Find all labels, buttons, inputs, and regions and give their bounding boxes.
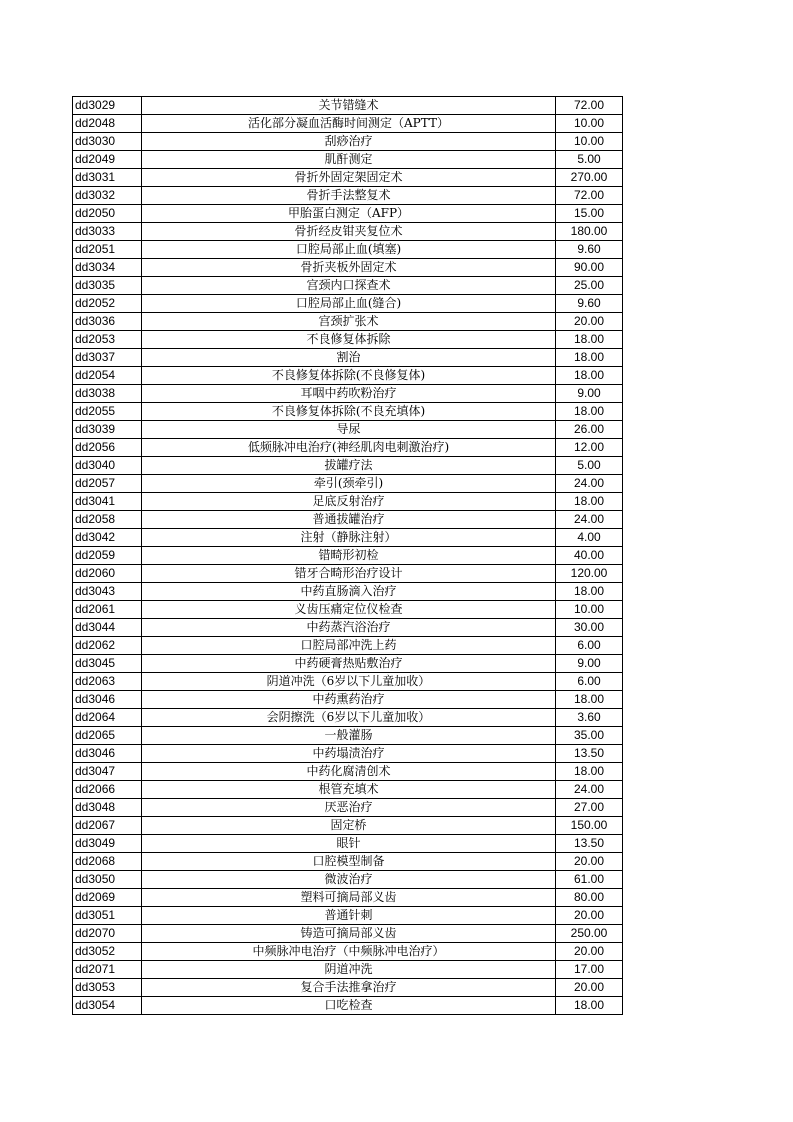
item-name-cell: 牵引(颈牵引) <box>142 475 556 493</box>
table-row <box>73 997 623 1015</box>
item-code-cell: dd3051 <box>73 907 142 925</box>
item-name-cell: 根管充填术 <box>142 781 556 799</box>
item-name-cell: 耳咽中药吹粉治疗 <box>142 385 556 403</box>
item-price-cell: 18.00 <box>556 691 623 709</box>
item-code-cell: dd3052 <box>73 943 142 961</box>
item-price-cell: 150.00 <box>556 817 623 835</box>
item-code-cell: dd3053 <box>73 979 142 997</box>
item-name-cell: 中药硬膏热贴敷治疗 <box>142 655 556 673</box>
item-price-cell: 18.00 <box>556 367 623 385</box>
table-row <box>73 421 623 439</box>
item-code-cell: dd3037 <box>73 349 142 367</box>
item-code-cell: dd2062 <box>73 637 142 655</box>
item-price-cell: 72.00 <box>556 97 623 115</box>
item-name-cell: 不良修复体拆除(不良修复体) <box>142 367 556 385</box>
item-price-cell: 5.00 <box>556 151 623 169</box>
item-price-cell: 4.00 <box>556 529 623 547</box>
item-price-cell: 30.00 <box>556 619 623 637</box>
item-code-cell: dd2059 <box>73 547 142 565</box>
item-code-cell: dd3043 <box>73 583 142 601</box>
item-name-cell: 骨折手法整复术 <box>142 187 556 205</box>
item-price-cell: 6.00 <box>556 637 623 655</box>
item-name-cell: 中药熏药治疗 <box>142 691 556 709</box>
item-price-cell: 18.00 <box>556 349 623 367</box>
item-price-cell: 15.00 <box>556 205 623 223</box>
table-row <box>73 943 623 961</box>
item-code-cell: dd2058 <box>73 511 142 529</box>
item-code-cell: dd2068 <box>73 853 142 871</box>
table-row <box>73 493 623 511</box>
item-name-cell: 导尿 <box>142 421 556 439</box>
item-code-cell: dd3048 <box>73 799 142 817</box>
table-row <box>73 889 623 907</box>
table-row <box>73 295 623 313</box>
item-code-cell: dd2061 <box>73 601 142 619</box>
item-code-cell: dd2053 <box>73 331 142 349</box>
item-code-cell: dd3046 <box>73 691 142 709</box>
item-price-cell: 40.00 <box>556 547 623 565</box>
item-price-cell: 18.00 <box>556 997 623 1015</box>
item-name-cell: 骨折外固定架固定术 <box>142 169 556 187</box>
price-table-body <box>73 97 623 1015</box>
item-code-cell: dd2064 <box>73 709 142 727</box>
item-code-cell: dd3034 <box>73 259 142 277</box>
table-row <box>73 925 623 943</box>
item-name-cell: 阴道冲洗（6岁以下儿童加收） <box>142 673 556 691</box>
item-code-cell: dd3040 <box>73 457 142 475</box>
item-price-cell: 18.00 <box>556 403 623 421</box>
item-price-cell: 24.00 <box>556 475 623 493</box>
item-price-cell: 24.00 <box>556 781 623 799</box>
table-row <box>73 691 623 709</box>
table-row <box>73 709 623 727</box>
table-row <box>73 763 623 781</box>
item-code-cell: dd2063 <box>73 673 142 691</box>
table-row <box>73 169 623 187</box>
table-row <box>73 259 623 277</box>
item-price-cell: 5.00 <box>556 457 623 475</box>
item-price-cell: 61.00 <box>556 871 623 889</box>
item-code-cell: dd2056 <box>73 439 142 457</box>
item-code-cell: dd3041 <box>73 493 142 511</box>
item-price-cell: 20.00 <box>556 853 623 871</box>
item-code-cell: dd3036 <box>73 313 142 331</box>
item-name-cell: 骨折夹板外固定术 <box>142 259 556 277</box>
item-name-cell: 口吃检查 <box>142 997 556 1015</box>
item-name-cell: 普通针刺 <box>142 907 556 925</box>
table-row <box>73 223 623 241</box>
table-row <box>73 457 623 475</box>
item-name-cell: 足底反射治疗 <box>142 493 556 511</box>
item-price-cell: 90.00 <box>556 259 623 277</box>
item-price-cell: 26.00 <box>556 421 623 439</box>
item-price-cell: 250.00 <box>556 925 623 943</box>
table-row <box>73 97 623 115</box>
item-name-cell: 刮痧治疗 <box>142 133 556 151</box>
item-name-cell: 中药直肠滴入治疗 <box>142 583 556 601</box>
item-price-cell: 9.00 <box>556 385 623 403</box>
item-code-cell: dd3031 <box>73 169 142 187</box>
item-code-cell: dd3038 <box>73 385 142 403</box>
item-code-cell: dd2065 <box>73 727 142 745</box>
item-price-cell: 13.50 <box>556 835 623 853</box>
item-name-cell: 甲胎蛋白测定（AFP） <box>142 205 556 223</box>
item-price-cell: 20.00 <box>556 979 623 997</box>
item-code-cell: dd3047 <box>73 763 142 781</box>
item-code-cell: dd3042 <box>73 529 142 547</box>
item-code-cell: dd3039 <box>73 421 142 439</box>
item-code-cell: dd2070 <box>73 925 142 943</box>
table-row <box>73 727 623 745</box>
item-name-cell: 阴道冲洗 <box>142 961 556 979</box>
table-row <box>73 385 623 403</box>
table-row <box>73 979 623 997</box>
table-row <box>73 331 623 349</box>
item-code-cell: dd3049 <box>73 835 142 853</box>
item-code-cell: dd2071 <box>73 961 142 979</box>
item-price-cell: 18.00 <box>556 331 623 349</box>
item-price-cell: 20.00 <box>556 943 623 961</box>
item-name-cell: 复合手法推拿治疗 <box>142 979 556 997</box>
item-code-cell: dd2054 <box>73 367 142 385</box>
item-name-cell: 口腔局部止血(缝合) <box>142 295 556 313</box>
item-price-cell: 80.00 <box>556 889 623 907</box>
item-name-cell: 微波治疗 <box>142 871 556 889</box>
table-row <box>73 745 623 763</box>
item-name-cell: 眼针 <box>142 835 556 853</box>
item-price-cell: 10.00 <box>556 601 623 619</box>
table-row <box>73 817 623 835</box>
item-price-cell: 35.00 <box>556 727 623 745</box>
table-row <box>73 367 623 385</box>
item-price-cell: 180.00 <box>556 223 623 241</box>
item-code-cell: dd3029 <box>73 97 142 115</box>
item-name-cell: 关节错缝术 <box>142 97 556 115</box>
price-table <box>72 96 623 1015</box>
item-name-cell: 厌恶治疗 <box>142 799 556 817</box>
item-price-cell: 27.00 <box>556 799 623 817</box>
item-price-cell: 72.00 <box>556 187 623 205</box>
item-code-cell: dd2069 <box>73 889 142 907</box>
item-code-cell: dd2049 <box>73 151 142 169</box>
item-price-cell: 18.00 <box>556 493 623 511</box>
item-price-cell: 12.00 <box>556 439 623 457</box>
table-row <box>73 781 623 799</box>
item-price-cell: 25.00 <box>556 277 623 295</box>
item-code-cell: dd3050 <box>73 871 142 889</box>
item-price-cell: 24.00 <box>556 511 623 529</box>
item-name-cell: 骨折经皮钳夹复位术 <box>142 223 556 241</box>
item-code-cell: dd2060 <box>73 565 142 583</box>
item-name-cell: 错畸形初检 <box>142 547 556 565</box>
item-price-cell: 9.00 <box>556 655 623 673</box>
item-name-cell: 不良修复体拆除(不良充填体) <box>142 403 556 421</box>
item-price-cell: 3.60 <box>556 709 623 727</box>
table-row <box>73 547 623 565</box>
table-row <box>73 907 623 925</box>
table-row <box>73 313 623 331</box>
table-row <box>73 187 623 205</box>
table-row <box>73 115 623 133</box>
item-code-cell: dd3032 <box>73 187 142 205</box>
table-row <box>73 151 623 169</box>
item-price-cell: 120.00 <box>556 565 623 583</box>
item-name-cell: 低频脉冲电治疗(神经肌肉电刺激治疗) <box>142 439 556 457</box>
table-row <box>73 601 623 619</box>
item-price-cell: 270.00 <box>556 169 623 187</box>
item-price-cell: 18.00 <box>556 763 623 781</box>
table-row <box>73 439 623 457</box>
table-row <box>73 529 623 547</box>
table-row <box>73 403 623 421</box>
item-price-cell: 10.00 <box>556 115 623 133</box>
item-name-cell: 中药塌渍治疗 <box>142 745 556 763</box>
item-name-cell: 义齿压痛定位仪检查 <box>142 601 556 619</box>
table-row <box>73 799 623 817</box>
item-code-cell: dd2052 <box>73 295 142 313</box>
table-row <box>73 205 623 223</box>
table-row <box>73 277 623 295</box>
item-name-cell: 注射（静脉注射） <box>142 529 556 547</box>
item-price-cell: 18.00 <box>556 583 623 601</box>
table-row <box>73 835 623 853</box>
item-code-cell: dd2055 <box>73 403 142 421</box>
table-row <box>73 619 623 637</box>
item-code-cell: dd2048 <box>73 115 142 133</box>
item-name-cell: 中频脉冲电治疗（中频脉冲电治疗） <box>142 943 556 961</box>
item-name-cell: 宫颈内口探查术 <box>142 277 556 295</box>
table-row <box>73 871 623 889</box>
item-name-cell: 口腔局部止血(填塞) <box>142 241 556 259</box>
table-row <box>73 853 623 871</box>
table-row <box>73 961 623 979</box>
item-code-cell: dd3030 <box>73 133 142 151</box>
item-code-cell: dd2066 <box>73 781 142 799</box>
item-name-cell: 固定桥 <box>142 817 556 835</box>
item-name-cell: 宫颈扩张术 <box>142 313 556 331</box>
item-code-cell: dd3033 <box>73 223 142 241</box>
item-name-cell: 口腔局部冲洗上药 <box>142 637 556 655</box>
item-price-cell: 9.60 <box>556 295 623 313</box>
item-code-cell: dd3045 <box>73 655 142 673</box>
table-row <box>73 565 623 583</box>
item-name-cell: 割治 <box>142 349 556 367</box>
item-name-cell: 塑料可摘局部义齿 <box>142 889 556 907</box>
item-code-cell: dd2050 <box>73 205 142 223</box>
item-name-cell: 铸造可摘局部义齿 <box>142 925 556 943</box>
table-row <box>73 637 623 655</box>
item-price-cell: 17.00 <box>556 961 623 979</box>
item-code-cell: dd3044 <box>73 619 142 637</box>
item-name-cell: 普通拔罐治疗 <box>142 511 556 529</box>
item-name-cell: 活化部分凝血活酶时间测定（APTT） <box>142 115 556 133</box>
table-row <box>73 673 623 691</box>
item-price-cell: 10.00 <box>556 133 623 151</box>
item-name-cell: 错牙合畸形治疗设计 <box>142 565 556 583</box>
table-row <box>73 511 623 529</box>
item-price-cell: 20.00 <box>556 907 623 925</box>
item-code-cell: dd2051 <box>73 241 142 259</box>
table-row <box>73 475 623 493</box>
item-name-cell: 不良修复体拆除 <box>142 331 556 349</box>
item-code-cell: dd3035 <box>73 277 142 295</box>
item-code-cell: dd3054 <box>73 997 142 1015</box>
item-code-cell: dd3046 <box>73 745 142 763</box>
item-price-cell: 6.00 <box>556 673 623 691</box>
item-name-cell: 会阴擦洗（6岁以下儿童加收） <box>142 709 556 727</box>
table-row <box>73 349 623 367</box>
item-name-cell: 拔罐疗法 <box>142 457 556 475</box>
item-name-cell: 一般灌肠 <box>142 727 556 745</box>
item-name-cell: 中药化腐清创术 <box>142 763 556 781</box>
table-row <box>73 655 623 673</box>
table-row <box>73 583 623 601</box>
item-price-cell: 9.60 <box>556 241 623 259</box>
item-code-cell: dd2057 <box>73 475 142 493</box>
table-row <box>73 241 623 259</box>
item-price-cell: 13.50 <box>556 745 623 763</box>
item-price-cell: 20.00 <box>556 313 623 331</box>
item-name-cell: 口腔模型制备 <box>142 853 556 871</box>
item-code-cell: dd2067 <box>73 817 142 835</box>
item-name-cell: 中药蒸汽浴治疗 <box>142 619 556 637</box>
item-name-cell: 肌酐测定 <box>142 151 556 169</box>
table-row <box>73 133 623 151</box>
